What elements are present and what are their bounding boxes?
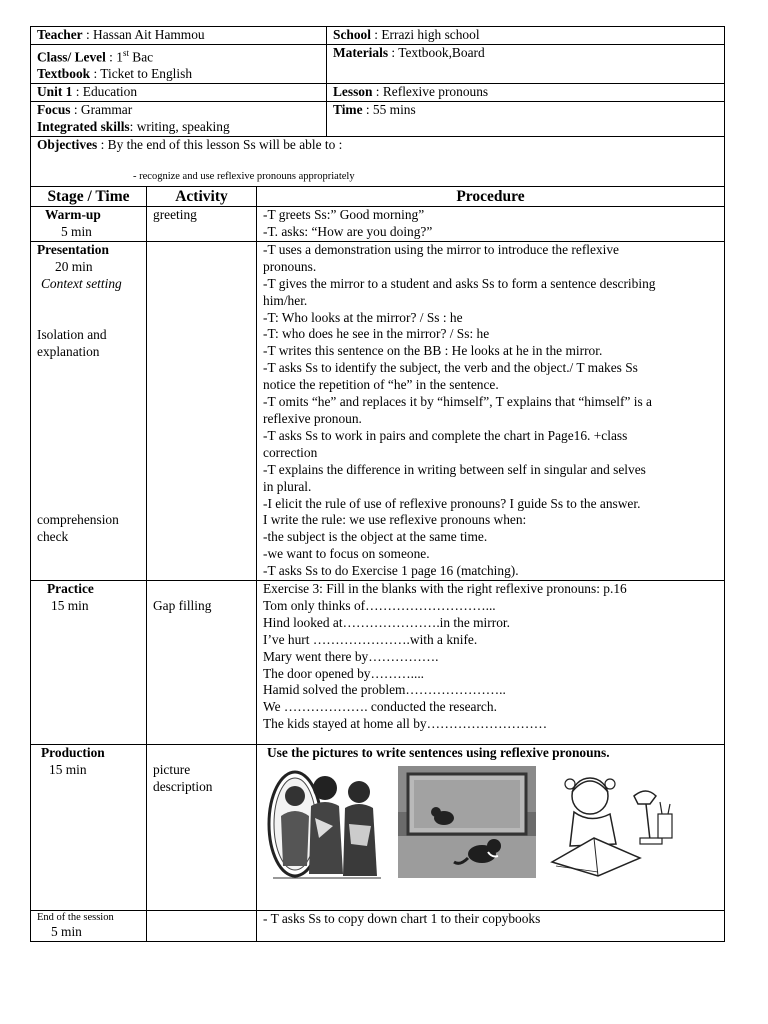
focus-label: Focus [37, 102, 71, 118]
school-value: : Errazi high school [370, 27, 480, 42]
time-label: Time [333, 102, 363, 118]
textbook-label: Textbook [37, 66, 91, 82]
focus-skills-cell [31, 102, 327, 137]
procedure-line: -T. asks: “How are you doing?” [263, 224, 433, 239]
exercise-sentence: Hind looked at………………….in the mirror. [263, 614, 510, 630]
presentation-stage: Presentation [37, 241, 109, 257]
teacher-value: : Hassan Ait Hammou [82, 27, 205, 42]
girls-mirror-picture [263, 766, 385, 880]
time-value: : 55 mins [362, 102, 416, 118]
procedure-line: pronouns. [263, 258, 317, 274]
practice-activity: Gap filling [153, 598, 212, 614]
procedure-line: -T asks Ss to work in pairs and complete the chart in Page16. +class [263, 427, 628, 443]
unit-value: : Education [72, 84, 138, 100]
materials-cell [327, 45, 725, 84]
production-activity: picture [153, 762, 191, 778]
exercise-sentence: Mary went there by……………. [263, 648, 439, 664]
activity-header: Activity [147, 187, 257, 207]
skills-label: Integrated skills [37, 119, 130, 135]
production-time: 15 min [49, 761, 87, 777]
lesson-procedure-table [30, 186, 725, 942]
procedure-line: -the subject is the object at the same time. [263, 529, 488, 545]
procedure-line: in plural. [263, 478, 312, 494]
unit-cell [31, 84, 327, 102]
exercise-sentence: The door opened by……….... [263, 665, 425, 681]
exercise-sentence: Tom only thinks of………………………... [263, 597, 496, 613]
presentation-time: 20 min [55, 258, 93, 274]
lesson-value: : Reflexive pronouns [372, 84, 489, 100]
practice-time: 15 min [51, 597, 89, 613]
warmup-time: 5 min [61, 224, 92, 239]
presentation-procedure-cell [257, 241, 725, 580]
time-cell [327, 102, 725, 137]
warmup-activity-cell [147, 207, 257, 242]
procedure-line: -T asks Ss to identify the subject, the verb and the object./ T makes Ss [263, 360, 638, 376]
warmup-procedure-cell [257, 207, 725, 242]
exercise-sentence: The kids stayed at home all by……………………… [263, 716, 548, 732]
isolation-label: Isolation and [37, 326, 107, 342]
presentation-stage-cell [31, 241, 147, 580]
procedure-line: -T: who does he see in the mirror? / Ss: he [263, 326, 490, 342]
materials-label: Materials [333, 45, 389, 60]
unit-label: Unit 1 [37, 84, 73, 100]
procedure-line: -T omits “he” and replaces it by “himself”, T explains that “himself” is a [263, 394, 652, 410]
objectives-item: - recognize and use reflexive pronouns appropriately [133, 171, 355, 182]
objectives-cell [31, 137, 725, 187]
class-value-post: Bac [128, 49, 154, 65]
lesson-cell [327, 84, 725, 102]
procedure-line: him/her. [263, 292, 308, 308]
production-instruction: Use the pictures to write sentences using reflexive pronouns. [267, 745, 610, 761]
kitten-mirror-picture [398, 766, 536, 878]
procedure-line: - T asks Ss to copy down chart 1 to their copybooks [263, 911, 541, 927]
warmup-activity: greeting [153, 207, 197, 223]
skills-value: : writing, speaking [129, 119, 230, 135]
procedure-line: -T: Who looks at the mirror? / Ss : he [263, 309, 463, 325]
practice-stage: Practice [47, 581, 94, 597]
practice-activity-cell [147, 581, 257, 745]
isolation-label-2: explanation [37, 343, 100, 359]
exercise-sentence: Hamid solved the problem………………….. [263, 682, 506, 698]
procedure-line: -T uses a demonstration using the mirror to introduce the reflexive [263, 241, 619, 257]
production-procedure-cell [257, 745, 725, 911]
production-row [31, 745, 725, 911]
end-stage: End of the session [37, 912, 114, 924]
procedure-line: -T writes this sentence on the BB : He looks at he in the mirror. [263, 343, 603, 359]
procedure-line: correction [263, 444, 318, 460]
lesson-label: Lesson [333, 84, 373, 100]
procedure-line: I write the rule: we use reflexive pronouns when: [263, 512, 527, 528]
production-stage-cell [31, 745, 147, 911]
end-stage-cell [31, 911, 147, 942]
warmup-stage: Warm-up [45, 207, 101, 223]
warmup-row [31, 207, 725, 242]
exercise-sentence: I’ve hurt ………………….with a knife. [263, 631, 478, 647]
end-time: 5 min [51, 924, 82, 940]
production-activity-cell [147, 745, 257, 911]
context-setting-label: Context setting [41, 275, 122, 291]
production-activity-2: description [153, 778, 213, 794]
procedure-line: -T explains the difference in writing between self in singular and selves [263, 461, 646, 477]
production-stage: Production [41, 745, 105, 761]
class-textbook-cell [31, 45, 327, 84]
picture-strip [263, 766, 718, 880]
school-label: School [333, 27, 371, 42]
teacher-label: Teacher [37, 27, 83, 42]
practice-row [31, 581, 725, 745]
end-session-row [31, 911, 725, 942]
practice-stage-cell [31, 581, 147, 745]
stage-time-header: Stage / Time [31, 187, 147, 207]
school-cell [327, 27, 725, 45]
class-label: Class/ Level [37, 49, 106, 65]
procedure-line: -I elicit the rule of use of reflexive pronouns? I guide Ss to the answer. [263, 495, 641, 511]
class-value-sup: st [122, 48, 129, 58]
class-value: : 1 [105, 49, 123, 65]
presentation-row [31, 241, 725, 580]
procedure-header: Procedure [257, 187, 725, 207]
end-activity-cell [147, 911, 257, 942]
objectives-value: : By the end of this lesson Ss will be able to : [97, 137, 343, 153]
end-procedure-cell [257, 911, 725, 942]
practice-procedure-cell [257, 581, 725, 745]
procedure-line: reflexive pronoun. [263, 410, 362, 426]
textbook-value: : Ticket to English [90, 66, 193, 82]
lesson-plan-document [30, 26, 724, 942]
materials-value: : Textbook,Board [388, 45, 485, 60]
warmup-stage-cell [31, 207, 147, 242]
comprehension-label: comprehension [37, 512, 119, 528]
procedure-line: -we want to focus on someone. [263, 546, 430, 562]
procedure-line: -T asks Ss to do Exercise 1 page 16 (matching). [263, 563, 519, 579]
procedure-line: -T greets Ss:” Good morning” [263, 207, 425, 223]
procedure-line: notice the repetition of “he” in the sentence. [263, 377, 499, 393]
presentation-activity-cell [147, 241, 257, 580]
exercise-sentence: We ………………. conducted the research. [263, 699, 497, 715]
focus-value: : Grammar [70, 102, 133, 118]
comprehension-label-2: check [37, 529, 69, 545]
exercise-title: Exercise 3: Fill in the blanks with the right reflexive pronouns: p.16 [263, 581, 627, 597]
lesson-plan-header-table [30, 26, 725, 187]
procedure-line: -T gives the mirror to a student and asks Ss to form a sentence describing [263, 275, 656, 291]
girl-studying-picture [550, 766, 678, 878]
objectives-label: Objectives [37, 137, 98, 153]
teacher-cell [31, 27, 327, 45]
